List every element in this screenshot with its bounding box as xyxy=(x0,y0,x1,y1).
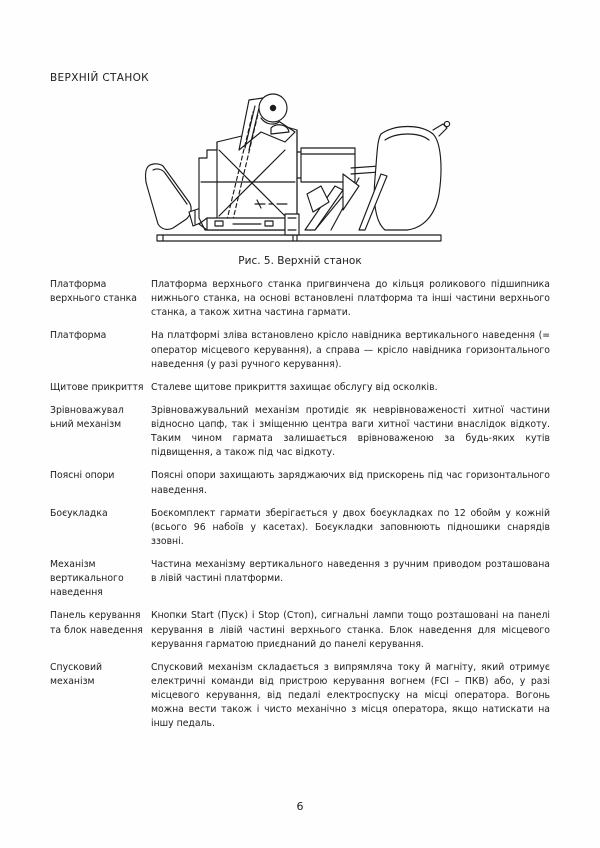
definition-term: Спусковий механізм xyxy=(50,661,103,687)
definition-row xyxy=(50,404,550,461)
definition-description: Поясні опори захищають заряджаючих від прискорень під час горизонтального наведення. xyxy=(151,470,550,496)
definition-list xyxy=(50,278,550,731)
definition-term: Платформа xyxy=(50,330,107,342)
figure-caption: Рис. 5. Верхній станок xyxy=(238,255,362,267)
definition-term: Механізм вертикального наведення xyxy=(50,559,124,599)
definition-description: Спусковий механізм складається з випрямляча току й магніту, який отримує електричні команди від пристрою керування вогнем (FCI – ПКВ) або, у разі місцевого керування, від педалі електроспуску на місці оператора. Вогонь можна вести також і чисто механічно з місця оператора, якщо натискати на іншу педаль. xyxy=(151,661,550,730)
definition-row xyxy=(50,278,550,320)
definition-description: Частина механізму вертикального наведення з ручним приводом розташована в лівій частині платформи. xyxy=(151,559,550,585)
definition-term: Платформа верхнього станка xyxy=(50,279,137,305)
definition-row xyxy=(50,609,550,651)
definition-description: На платформі зліва встановлено крісло навідника вертикального наведення (= оператор місцевого керування), а справа — крісло навідника горизонтального наведення (у разі ручного керування). xyxy=(151,330,550,370)
page-title: ВЕРХНІЙ СТАНОК xyxy=(50,72,149,84)
definition-term: Боєукладка xyxy=(50,507,108,519)
definition-term: Щитове прикриття xyxy=(50,381,144,393)
definition-row xyxy=(50,507,550,549)
definition-term: Зрівноважувал ьний механізм xyxy=(50,404,124,430)
definition-row xyxy=(50,469,550,497)
definition-term: Панель керування та блок наведення xyxy=(50,610,143,636)
definition-row xyxy=(50,558,550,600)
definition-description: Боєкомплект гармати зберігається у двох боєукладках по 12 обойм у кожній (всього 96 набоїв у касетах). Боєукладки заповнюють підношики снарядів ззовні. xyxy=(151,507,550,547)
definition-description: Зрівноважувальний механізм протидіє як неврівноваженості хитної частини відносно цапф, так і зміщенню центра ваги хитної частини внаслідок відкоту. Таким чином гармата залишається врівноваженою за будь-яких кутів підвищення, а також під час відкоту. xyxy=(151,404,550,459)
definition-row xyxy=(50,381,550,395)
definition-description: Кнопки Start (Пуск) і Stop (Стоп), сигнальні лампи тощо розташовані на панелі керування в лівій частині верхнього станка. Блок наведення для місцевого керування гарматою приєднаний до панелі керування. xyxy=(151,610,550,650)
definition-description: Платформа верхнього станка пригвинчена до кільця роликового підшипника нижнього станка, на основі встановлені платформа та інші частини верхнього станка, а також хитна частина гармати. xyxy=(151,279,550,319)
definition-term: Поясні опори xyxy=(50,470,115,482)
definition-row xyxy=(50,329,550,371)
definition-description: Сталеве щитове прикриття захищає обслугу від осколків. xyxy=(151,381,438,393)
definition-row xyxy=(50,661,550,732)
upper-carriage-drawing-icon xyxy=(145,90,455,250)
figure-upper-carriage xyxy=(145,90,455,250)
page-number: 6 xyxy=(296,800,304,813)
